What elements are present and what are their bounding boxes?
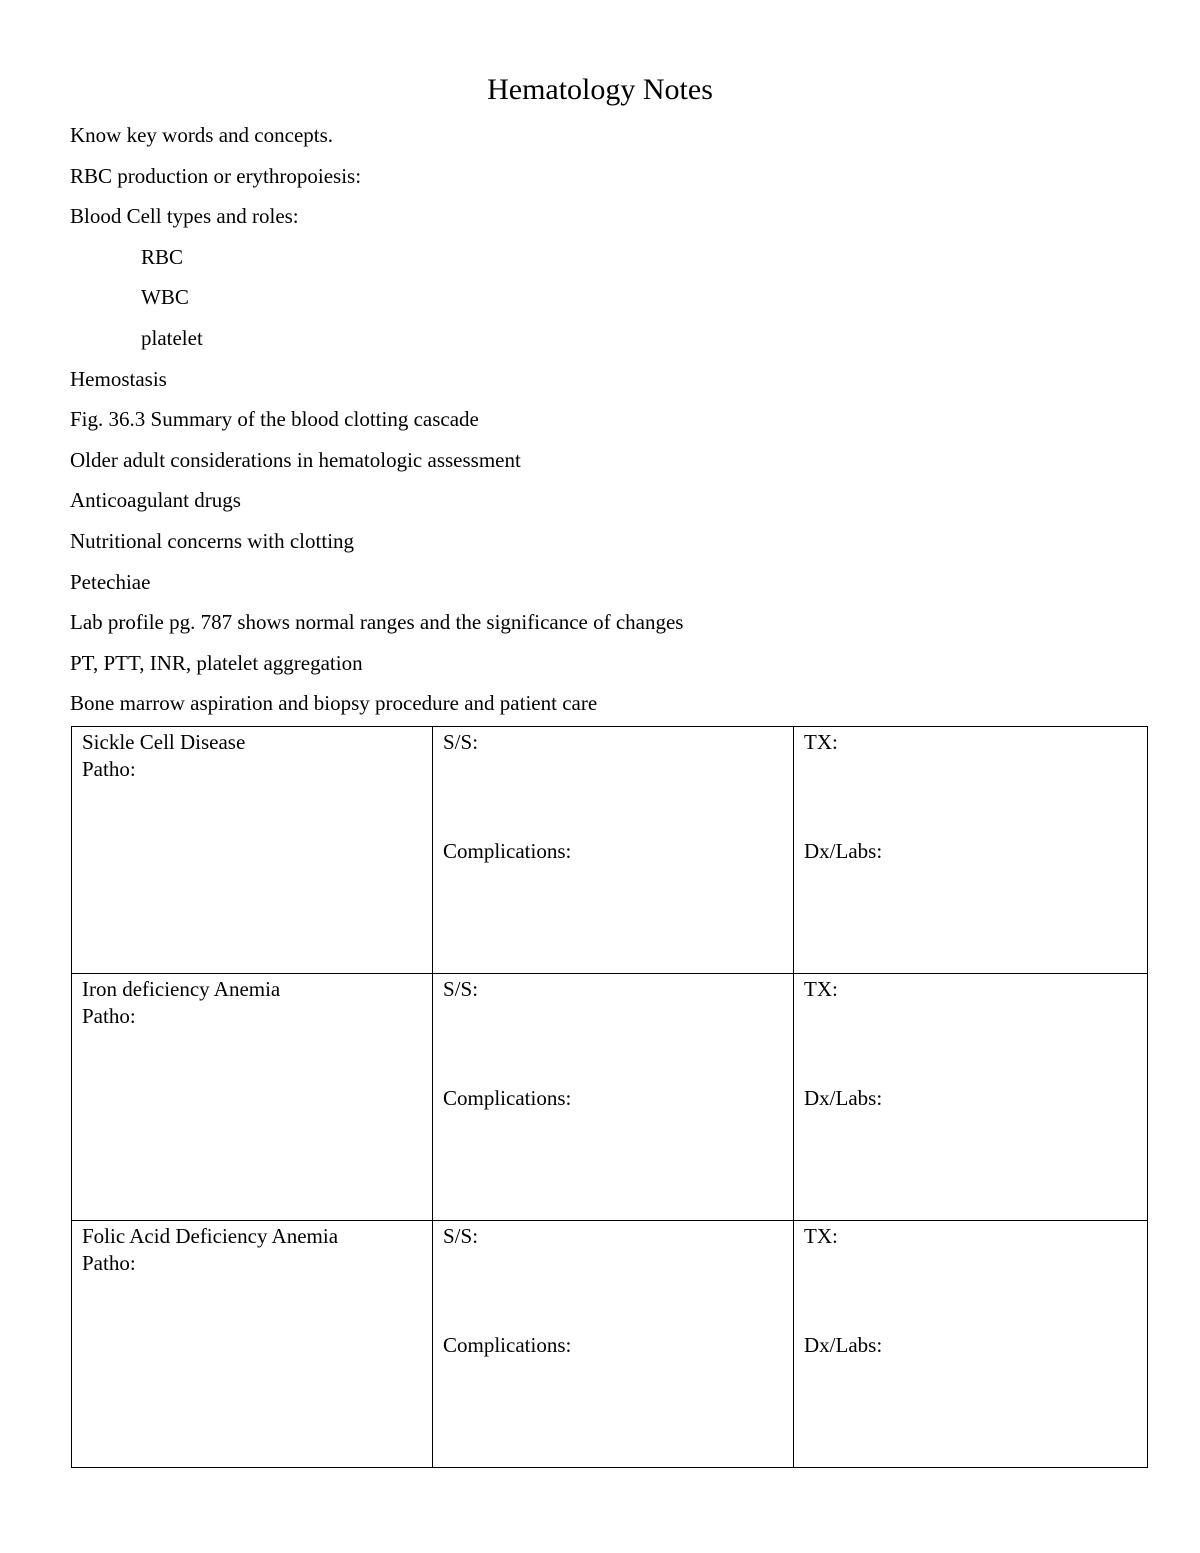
note-item: Older adult considerations in hematologic assessment [70,447,521,472]
symptoms-cell [433,1221,794,1468]
note-item: Lab profile pg. 787 shows normal ranges and the significance of changes [70,610,684,635]
patho-label: Patho: [82,757,136,781]
patho-label: Patho: [82,1004,136,1028]
disease-name: Iron deficiency Anemia [82,977,281,1001]
disease-cell [72,974,433,1221]
note-item: Anticoagulant drugs [70,488,241,513]
note-subitem: RBC [141,244,184,269]
note-item: Petechiae [70,569,151,594]
ss-label: S/S: [443,730,479,754]
note-subitem: platelet [141,325,203,350]
treatment-cell [794,727,1148,974]
dx-labs-label: Dx/Labs: [804,839,883,863]
treatment-cell [794,1221,1148,1468]
ss-label: S/S: [443,977,479,1001]
note-item: Blood Cell types and roles: [70,204,299,229]
disease-cell [72,727,433,974]
ss-label: S/S: [443,1224,479,1248]
notes-list [70,118,683,727]
tx-label: TX: [804,730,838,754]
symptoms-cell [433,727,794,974]
complications-label: Complications: [443,1086,572,1110]
note-item: Nutritional concerns with clotting [70,528,355,553]
patho-label: Patho: [82,1251,136,1275]
table-row [72,974,1148,1221]
complications-label: Complications: [443,839,572,863]
note-subitem: WBC [141,285,189,310]
note-item: Fig. 36.3 Summary of the blood clotting cascade [70,407,479,432]
complications-label: Complications: [443,1333,572,1357]
note-item: RBC production or erythropoiesis: [70,163,362,188]
tx-label: TX: [804,1224,838,1248]
disease-name: Folic Acid Deficiency Anemia [82,1224,339,1248]
dx-labs-label: Dx/Labs: [804,1333,883,1357]
note-item: Know key words and concepts. [70,123,334,147]
treatment-cell [794,974,1148,1221]
tx-label: TX: [804,977,838,1001]
note-item: Bone marrow aspiration and biopsy procedure and patient care [70,691,598,716]
note-item: PT, PTT, INR, platelet aggregation [70,650,363,675]
table-row [72,727,1148,974]
table-row [72,1221,1148,1468]
dx-labs-label: Dx/Labs: [804,1086,883,1110]
note-item: Hemostasis [70,366,167,391]
page-title: Hematology Notes [487,73,713,106]
disease-cell [72,1221,433,1468]
disease-name: Sickle Cell Disease [82,730,246,754]
disease-table [71,726,1148,1468]
symptoms-cell [433,974,794,1221]
